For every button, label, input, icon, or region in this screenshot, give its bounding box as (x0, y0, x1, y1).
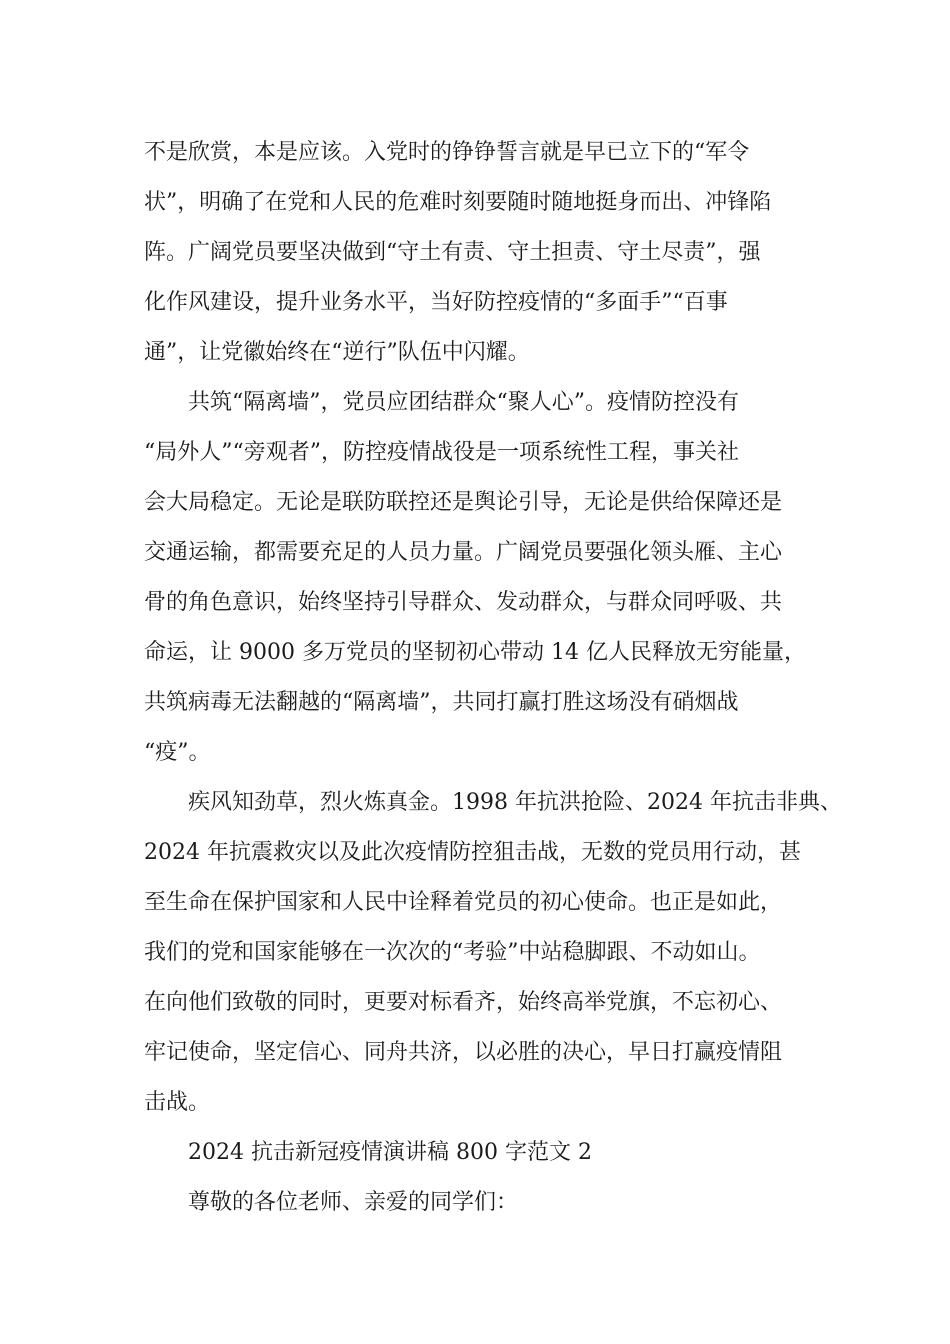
text-line: 共筑“隔离墙”，党员应团结群众“聚人心”。疫情防控没有 (188, 390, 739, 415)
paragraph-1 (144, 128, 814, 378)
paragraph-2 (144, 378, 814, 778)
text-line: 通”，让党徽始终在“逆行”队伍中闪耀。 (144, 340, 530, 365)
text-line: 我们的党和国家能够在一次次的“考验”中站稳脚跟、不动如山。 (144, 940, 761, 965)
text-line: 骨的角色意识，始终坚持引导群众、发动群众，与群众同呼吸、共 (144, 590, 783, 615)
text-line: “局外人”“旁观者”，防控疫情战役是一项系统性工程，事关社 (144, 440, 739, 465)
document-body (144, 128, 842, 1228)
section-heading (144, 1128, 814, 1178)
text-line: 至生命在保护国家和人民中诠释着党员的初心使命。也正是如此， (144, 890, 783, 915)
salutation-line: 尊敬的各位老师、亲爱的同学们： (188, 1190, 519, 1215)
text-line: 2024 年抗震救灾以及此次疫情防控狙击战，无数的党员用行动，甚 (144, 840, 801, 865)
text-line: 状”，明确了在党和人民的危难时刻要随时随地挺身而出、冲锋陷 (144, 190, 772, 215)
text-line: 牢记使命，坚定信心、同舟共济，以必胜的决心，早日打赢疫情阻 (144, 1040, 783, 1065)
text-line: 疾风知劲草，烈火炼真金。1998 年抗洪抢险、2024 年抗击非典、 (188, 790, 842, 815)
text-line: 阵。广阔党员要坚决做到“守土有责、守土担责、守土尽责”，强 (144, 240, 761, 265)
text-line: 化作风建设，提升业务水平，当好防控疫情的“多面手”“百事 (144, 290, 728, 315)
text-line: 交通运输，都需要充足的人员力量。广阔党员要强化领头雁、主心 (144, 540, 783, 565)
paragraph-3 (144, 778, 842, 1128)
text-line: 命运，让 9000 多万党员的坚韧初心带动 14 亿人民释放无穷能量， (144, 640, 806, 665)
text-line: “疫”。 (144, 740, 211, 765)
text-line: 击战。 (144, 1090, 211, 1115)
text-line: 会大局稳定。无论是联防联控还是舆论引导，无论是供给保障还是 (144, 490, 783, 515)
text-line: 不是欣赏，本是应该。入党时的铮铮誓言就是早已立下的“军令 (144, 140, 750, 165)
text-line: 共筑病毒无法翻越的“隔离墙”，共同打赢打胜这场没有硝烟战 (144, 690, 739, 715)
salutation (144, 1178, 814, 1228)
text-line: 在向他们致敬的同时，更要对标看齐，始终高举党旗，不忘初心、 (144, 990, 783, 1015)
heading-line: 2024 抗击新冠疫情演讲稿 800 字范文 2 (188, 1140, 592, 1165)
